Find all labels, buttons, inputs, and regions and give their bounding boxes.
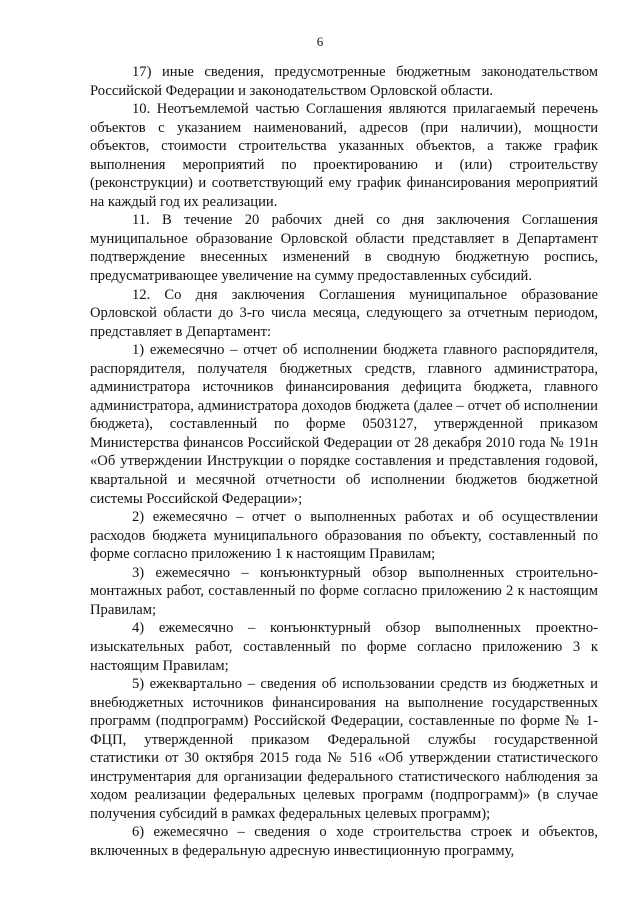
list-item-3: 3) ежемесячно – конъюнктурный обзор выполненных строительно-монтажных работ, составленный по форме согласно приложению 2 к настоящим Правилам; <box>90 564 598 618</box>
paragraph-12: 12. Со дня заключения Соглашения муниципальное образование Орловской области до 3-го числа месяца, следующего за отчетным периодом, представляет в Департамент: <box>90 286 598 340</box>
paragraph-11: 11. В течение 20 рабочих дней со дня заключения Соглашения муниципальное образование Орловской области представляет в Департамент подтверждение внесенных изменений в сводную бюджетную роспись, предусматривающее увеличение на сумму предоставленных субсидий. <box>90 212 598 285</box>
list-item-2: 2) ежемесячно – отчет о выполненных работах и об осуществлении расходов бюджета муниципального образования по объекту, составленный по форме согласно приложению 1 к настоящим Правилам; <box>90 509 598 563</box>
list-item-1: 1) ежемесячно – отчет об исполнении бюджета главного распорядителя, распорядителя, получателя бюджетных средств, главного администратора, администратора источников финансирования дефицита бюджета, главного администратора, администратора доходов бюджета (далее – отчет об исполнении бюджета), составленный по форме 0503127, утвержденной приказом Министерства финансов Российской Федерации от 28 декабря 2010 года № 191н «Об утверждении Инструкции о порядке составления и представления годовой, квартальной и месячной отчетности об исполнении бюджетов бюджетной системы Российской Федерации»; <box>90 342 598 507</box>
page-number: 6 <box>316 34 324 49</box>
paragraph-item-17: 17) иные сведения, предусмотренные бюджетным законодательством Российской Федерации и законодательством Орловской области. <box>90 64 598 99</box>
paragraph-10: 10. Неотъемлемой частью Соглашения являются прилагаемый перечень объектов с указанием наименований, адресов (при наличии), мощности объектов, стоимости строительства указанных объектов, а также график выполнения мероприятий по проектированию и (или) строительству (реконструкции) и соответствующий ему график финансирования мероприятий на каждый год их реализации. <box>90 101 598 210</box>
list-item-6: 6) ежемесячно – сведения о ходе строительства строек и объектов, включенных в федеральную адресную инвестиционную программу, <box>90 824 598 859</box>
list-item-4: 4) ежемесячно – конъюнктурный обзор выполненных проектно-изыскательных работ, составленный по форме согласно приложению 3 к настоящим Правилам; <box>90 620 598 674</box>
list-item-5: 5) ежеквартально – сведения об использовании средств из бюджетных и внебюджетных источников финансирования на выполнение государственных программ (подпрограмм) Российской Федерации, составленные по форме № 1-ФЦП, утвержденной приказом Федеральной службы государственной статистики от 30 октября 2015 года № 516 «Об утверждении статистического инструментария для организации федерального статистического наблюдения за ходом реализации федеральных целевых программ (подпрограмм)» (в случае получения субсидий в рамках федеральных целевых программ); <box>90 676 598 822</box>
document-body <box>90 63 598 861</box>
